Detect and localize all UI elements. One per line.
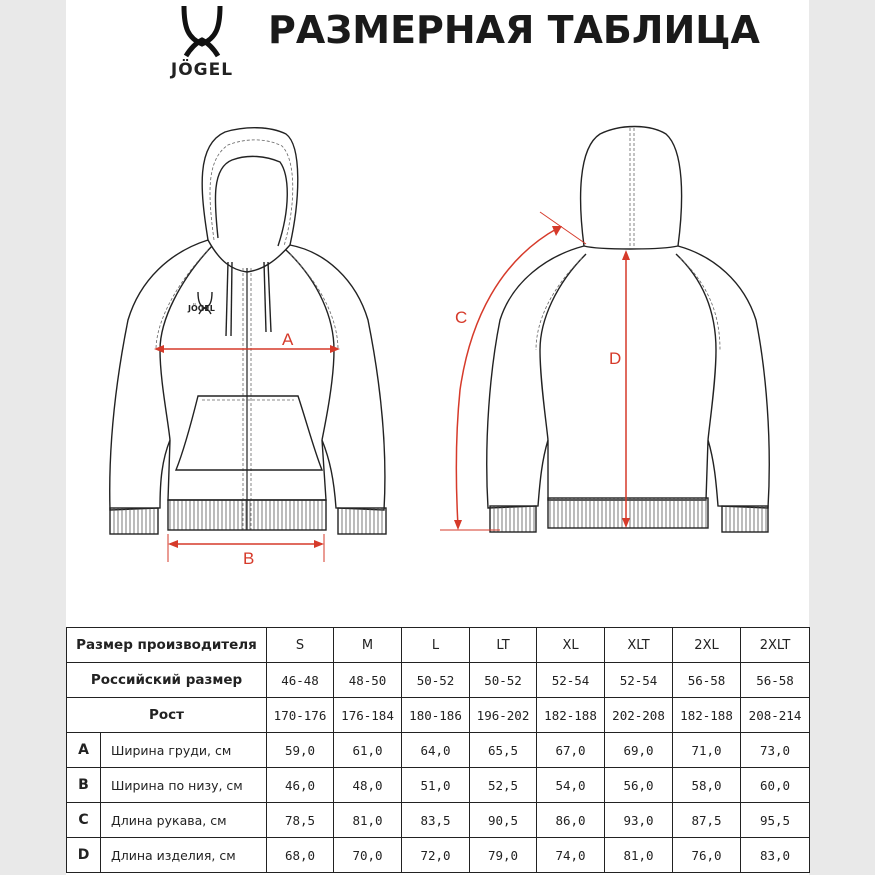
logo-text: JÖGEL [170, 60, 234, 80]
size-cell: LT [470, 628, 537, 663]
measure-a-label: A [282, 330, 294, 349]
table-cell: 170-176 [267, 698, 334, 733]
measure-c-label: C [455, 308, 468, 327]
table-cell: 74,0 [537, 838, 605, 873]
size-cell: 2XL [673, 628, 741, 663]
size-cell: M [334, 628, 402, 663]
table-row-height [67, 698, 810, 733]
row-letter: B [67, 768, 101, 803]
table-row-russian [67, 663, 810, 698]
measure-c-tick-top [540, 212, 586, 244]
hoodie-back-view [487, 127, 770, 533]
table-cell: 176-184 [334, 698, 402, 733]
table-cell: 71,0 [673, 733, 741, 768]
table-cell: 48-50 [334, 663, 402, 698]
row-name: Ширина груди, см [101, 733, 267, 768]
size-cell: 2XLT [741, 628, 810, 663]
row-letter: D [67, 838, 101, 873]
table-cell: 182-188 [537, 698, 605, 733]
table-cell: 86,0 [537, 803, 605, 838]
header-label: Размер производителя [67, 628, 267, 663]
size-cell: S [267, 628, 334, 663]
table-cell: 83,5 [402, 803, 470, 838]
measure-c-arrow-bottom [454, 520, 462, 530]
size-table [66, 627, 810, 873]
table-cell: 68,0 [267, 838, 334, 873]
table-cell: 61,0 [334, 733, 402, 768]
table-cell: 50-52 [470, 663, 537, 698]
table-cell: 81,0 [334, 803, 402, 838]
table-row-d [67, 838, 810, 873]
page-title: РАЗМЕРНАЯ ТАБЛИЦА [268, 8, 760, 52]
table-cell: 50-52 [402, 663, 470, 698]
table-cell: 69,0 [605, 733, 673, 768]
row-name: Длина рукава, см [101, 803, 267, 838]
size-cell: XL [537, 628, 605, 663]
table-cell: 79,0 [470, 838, 537, 873]
table-cell: 48,0 [334, 768, 402, 803]
table-cell: 46-48 [267, 663, 334, 698]
table-cell: 56-58 [673, 663, 741, 698]
table-cell: 90,5 [470, 803, 537, 838]
measure-d-label: D [609, 349, 622, 368]
table-cell: 87,5 [673, 803, 741, 838]
height-label: Рост [67, 698, 267, 733]
table-cell: 54,0 [537, 768, 605, 803]
row-name: Длина изделия, см [101, 838, 267, 873]
table-cell: 83,0 [741, 838, 810, 873]
table-cell: 76,0 [673, 838, 741, 873]
table-cell: 56,0 [605, 768, 673, 803]
table-cell: 95,5 [741, 803, 810, 838]
chest-logo-text: JÖGEL [188, 304, 215, 313]
table-cell: 72,0 [402, 838, 470, 873]
table-row-a [67, 733, 810, 768]
size-cell: XLT [605, 628, 673, 663]
table-header-row [67, 628, 810, 663]
table-cell: 202-208 [605, 698, 673, 733]
table-row-b [67, 768, 810, 803]
table-cell: 60,0 [741, 768, 810, 803]
table-cell: 52-54 [605, 663, 673, 698]
table-cell: 182-188 [673, 698, 741, 733]
table-cell: 56-58 [741, 663, 810, 698]
table-cell: 93,0 [605, 803, 673, 838]
row-letter: C [67, 803, 101, 838]
hoodie-front-view [110, 128, 386, 534]
measure-b-arrow-right [314, 540, 324, 548]
table-cell: 70,0 [334, 838, 402, 873]
table-cell: 64,0 [402, 733, 470, 768]
table-cell: 208-214 [741, 698, 810, 733]
measure-b-label: B [243, 549, 255, 568]
table-cell: 65,5 [470, 733, 537, 768]
table-cell: 78,5 [267, 803, 334, 838]
table-cell: 81,0 [605, 838, 673, 873]
measure-b-arrow-left [168, 540, 178, 548]
table-cell: 46,0 [267, 768, 334, 803]
table-cell: 73,0 [741, 733, 810, 768]
russian-label: Российский размер [67, 663, 267, 698]
table-cell: 180-186 [402, 698, 470, 733]
row-name: Ширина по низу, см [101, 768, 267, 803]
row-letter: A [67, 733, 101, 768]
table-cell: 51,0 [402, 768, 470, 803]
table-row-c [67, 803, 810, 838]
table-cell: 67,0 [537, 733, 605, 768]
size-cell: L [402, 628, 470, 663]
table-cell: 52,5 [470, 768, 537, 803]
table-cell: 58,0 [673, 768, 741, 803]
table-cell: 52-54 [537, 663, 605, 698]
table-cell: 59,0 [267, 733, 334, 768]
table-cell: 196-202 [470, 698, 537, 733]
